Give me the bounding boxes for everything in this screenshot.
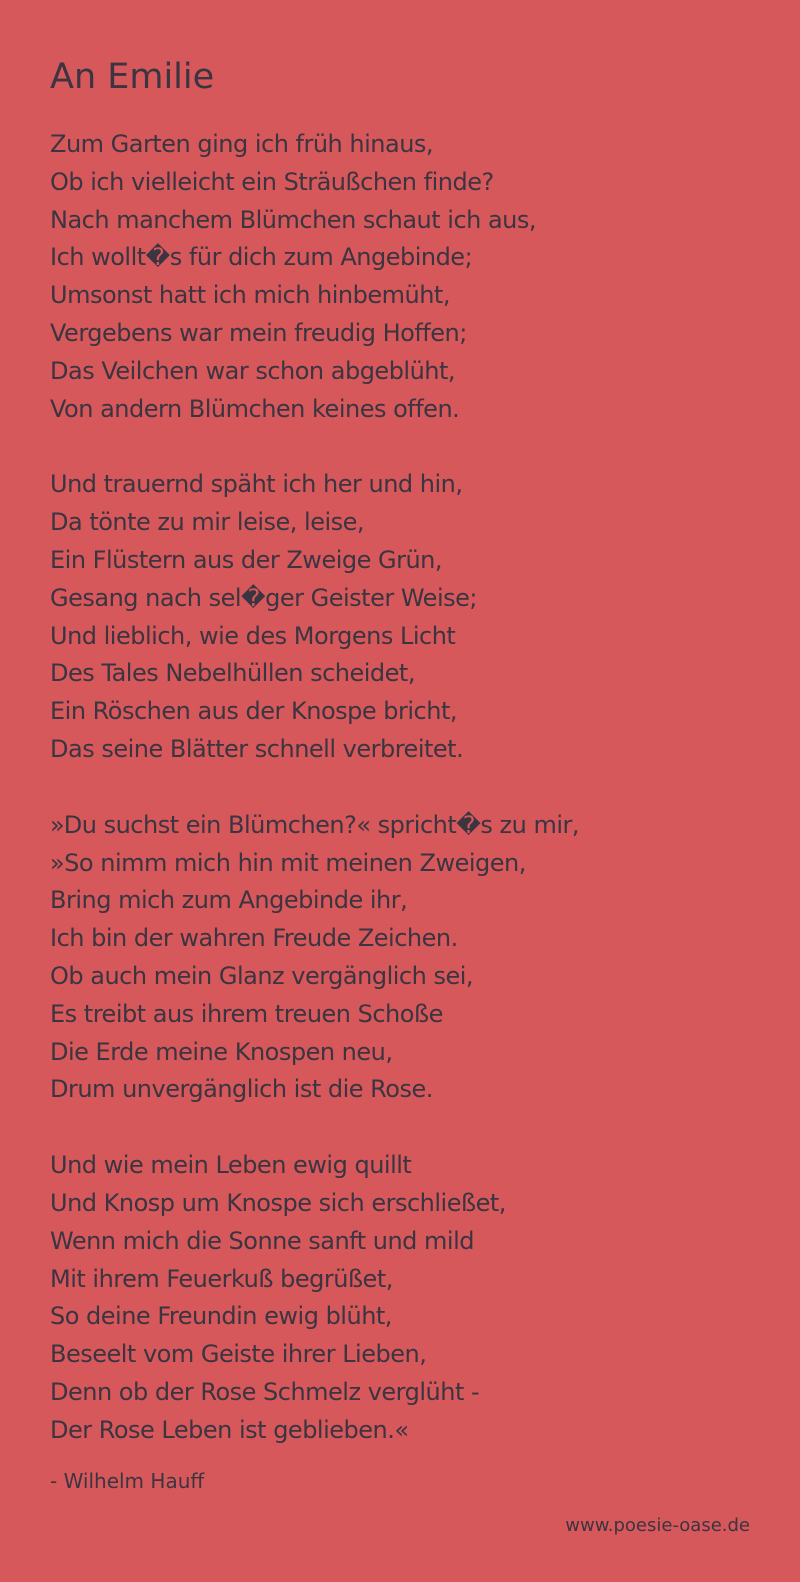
poem-line: Umsonst hatt ich mich hinbemüht, (50, 281, 450, 310)
poem-line: Ich wollt�s für dich zum Angebinde; (50, 243, 473, 272)
poem-line: »So nimm mich hin mit meinen Zweigen, (50, 848, 526, 877)
poem-line: Das seine Blätter schnell verbreitet. (50, 734, 464, 763)
poem-line: Ein Flüstern aus der Zweige Grün, (50, 545, 443, 574)
poem-line: Gesang nach sel�ger Geister Weise; (50, 583, 477, 612)
poem-line: Und trauernd späht ich her und hin, (50, 470, 463, 499)
poem-line: Denn ob der Rose Schmelz verglüht - (50, 1377, 480, 1406)
poem-line: So deine Freundin ewig blüht, (50, 1302, 392, 1331)
poem-line: Mit ihrem Feuerkuß begrüßet, (50, 1264, 393, 1293)
poem-line: Drum unvergänglich ist die Rose. (50, 1075, 433, 1104)
stanza-2 (50, 466, 579, 768)
poem-line: Ob ich vielleicht ein Sträußchen finde? (50, 167, 494, 196)
poem-line: Und Knosp um Knospe sich erschließet, (50, 1188, 506, 1217)
poem-line: Zum Garten ging ich früh hinaus, (50, 130, 434, 158)
poem-line: Beseelt vom Geiste ihrer Lieben, (50, 1340, 427, 1369)
poem-line: Die Erde meine Knospen neu, (50, 1037, 393, 1066)
poem-line: Der Rose Leben ist geblieben.« (50, 1415, 409, 1444)
poem-line: Vergebens war mein freudig Hoffen; (50, 318, 467, 347)
source-url: www.poesie-oase.de (565, 1515, 750, 1536)
poem-body (50, 126, 579, 1488)
poem-line: Und wie mein Leben ewig quillt (50, 1151, 412, 1180)
poem-line: Von andern Blümchen keines offen. (50, 394, 460, 423)
poem-line: Bring mich zum Angebinde ihr, (50, 886, 408, 915)
poem-line: Ein Röschen aus der Knospe bricht, (50, 697, 457, 726)
poem-line: Da tönte zu mir leise, leise, (50, 508, 365, 537)
stanza-1 (50, 126, 579, 428)
poem-line: Es treibt aus ihrem treuen Schoße (50, 999, 443, 1028)
poem-line: Wenn mich die Sonne sanft und mild (50, 1226, 474, 1255)
poem-author: - Wilhelm Hauff (50, 1469, 205, 1493)
poem-line: Ich bin der wahren Freude Zeichen. (50, 924, 458, 953)
poem-title: An Emilie (50, 57, 215, 97)
poem-line: »Du suchst ein Blümchen?« spricht�s zu mir, (50, 810, 579, 839)
poem-line: Ob auch mein Glanz vergänglich sei, (50, 961, 474, 990)
poem-line: Das Veilchen war schon abgeblüht, (50, 356, 456, 385)
poem-line: Und lieblich, wie des Morgens Licht (50, 621, 456, 650)
poem-line: Des Tales Nebelhüllen scheidet, (50, 659, 415, 688)
poem-line: Nach manchem Blümchen schaut ich aus, (50, 205, 537, 234)
stanza-3 (50, 807, 579, 1109)
stanza-4 (50, 1147, 579, 1449)
